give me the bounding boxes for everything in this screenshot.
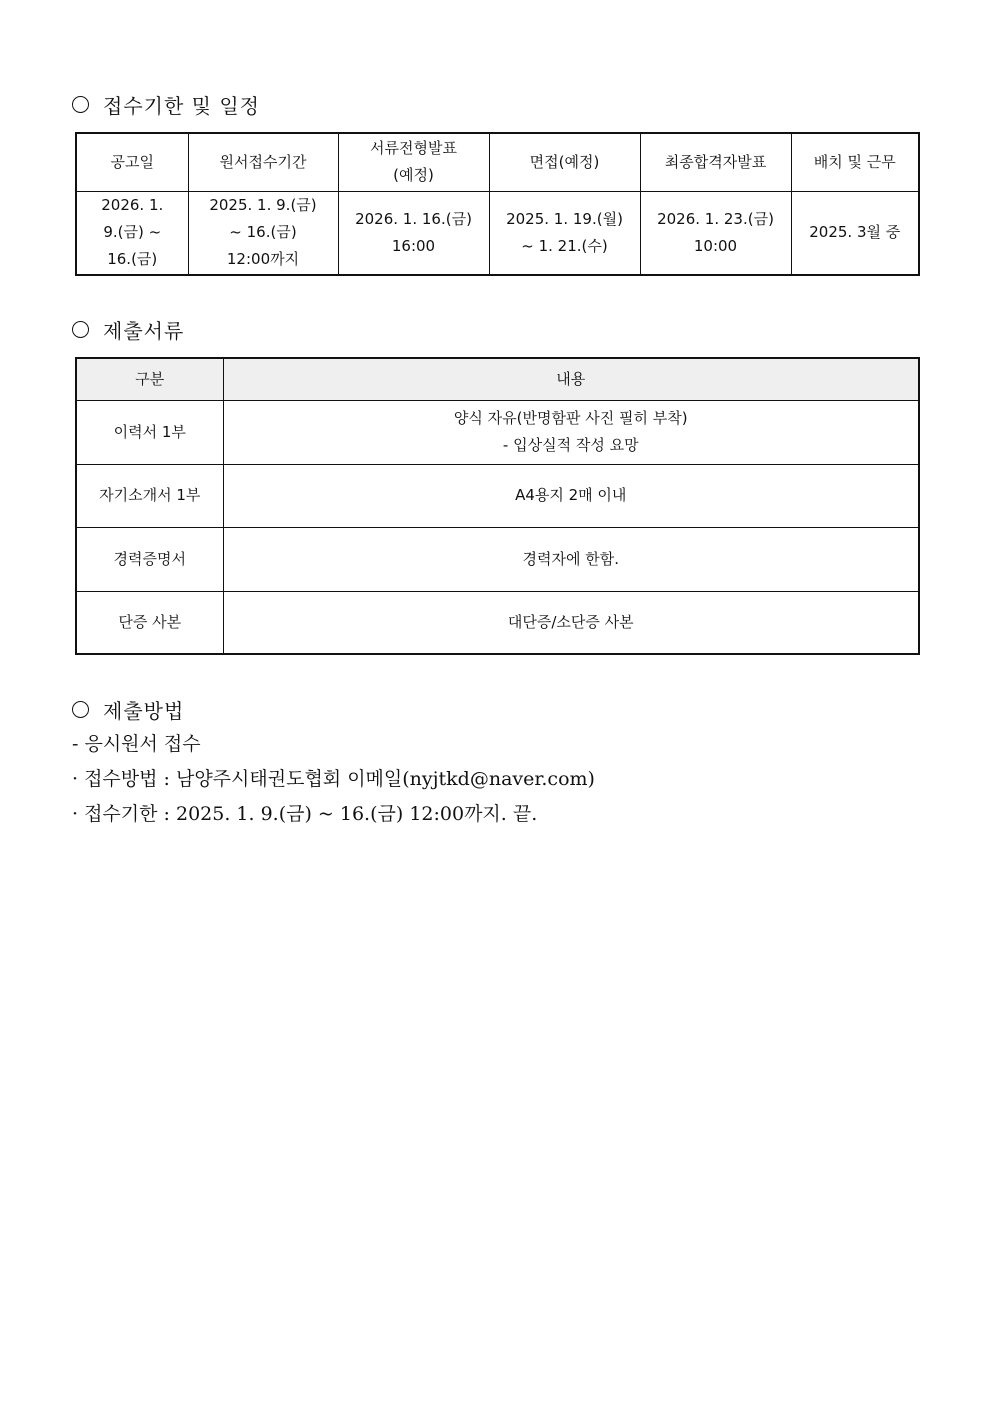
header-cell: 내용 — [223, 358, 919, 400]
table-cell: 경력자에 한함. — [223, 527, 919, 591]
header-cell: 최종합격자발표 — [640, 133, 791, 191]
table-cell: 경력증명서 — [76, 527, 223, 591]
documents-table — [75, 357, 920, 655]
table-cell: 2025. 3월 중 — [791, 191, 919, 275]
submission-line: · 접수기한 : 2025. 1. 9.(금) ~ 16.(금) 12:00까지. 끝. — [72, 803, 538, 825]
schedule-table — [75, 132, 920, 276]
table-row — [76, 591, 919, 654]
table-cell: 대단증/소단증 사본 — [223, 591, 919, 654]
section-heading-documents — [72, 315, 184, 344]
table-cell: 2026. 1. 9.(금) ~ 16.(금) — [76, 191, 188, 275]
submission-line: · 접수방법 : 남양주시태권도협회 이메일(nyjtkd@naver.com) — [72, 768, 595, 790]
table-cell: 2026. 1. 23.(금) 10:00 — [640, 191, 791, 275]
section-title: 제출서류 — [103, 319, 185, 343]
table-header-row — [76, 358, 919, 400]
section-title: 접수기한 및 일정 — [103, 94, 260, 118]
submission-line: - 응시원서 접수 — [72, 733, 201, 755]
table-header-row — [76, 133, 919, 191]
table-cell: 2025. 1. 9.(금) ~ 16.(금) 12:00까지 — [188, 191, 338, 275]
table-cell: 양식 자유(반명함판 사진 필히 부착) - 입상실적 작성 요망 — [223, 400, 919, 464]
circle-bullet-icon — [72, 321, 89, 338]
header-cell: 구분 — [76, 358, 223, 400]
table-cell: 이력서 1부 — [76, 400, 223, 464]
section-heading-schedule — [72, 90, 260, 119]
header-cell: 서류전형발표 (예정) — [338, 133, 489, 191]
section-heading-submission — [72, 695, 184, 724]
table-row — [76, 464, 919, 527]
table-cell: 2025. 1. 19.(월) ~ 1. 21.(수) — [489, 191, 640, 275]
table-cell: 2026. 1. 16.(금) 16:00 — [338, 191, 489, 275]
table-row — [76, 527, 919, 591]
section-title: 제출방법 — [103, 699, 185, 723]
circle-bullet-icon — [72, 96, 89, 113]
header-cell: 면접(예정) — [489, 133, 640, 191]
header-cell: 배치 및 근무 — [791, 133, 919, 191]
table-cell: 단증 사본 — [76, 591, 223, 654]
header-cell: 공고일 — [76, 133, 188, 191]
circle-bullet-icon — [72, 701, 89, 718]
table-row — [76, 400, 919, 464]
table-cell: 자기소개서 1부 — [76, 464, 223, 527]
header-cell: 원서접수기간 — [188, 133, 338, 191]
table-row — [76, 191, 919, 275]
table-cell: A4용지 2매 이내 — [223, 464, 919, 527]
